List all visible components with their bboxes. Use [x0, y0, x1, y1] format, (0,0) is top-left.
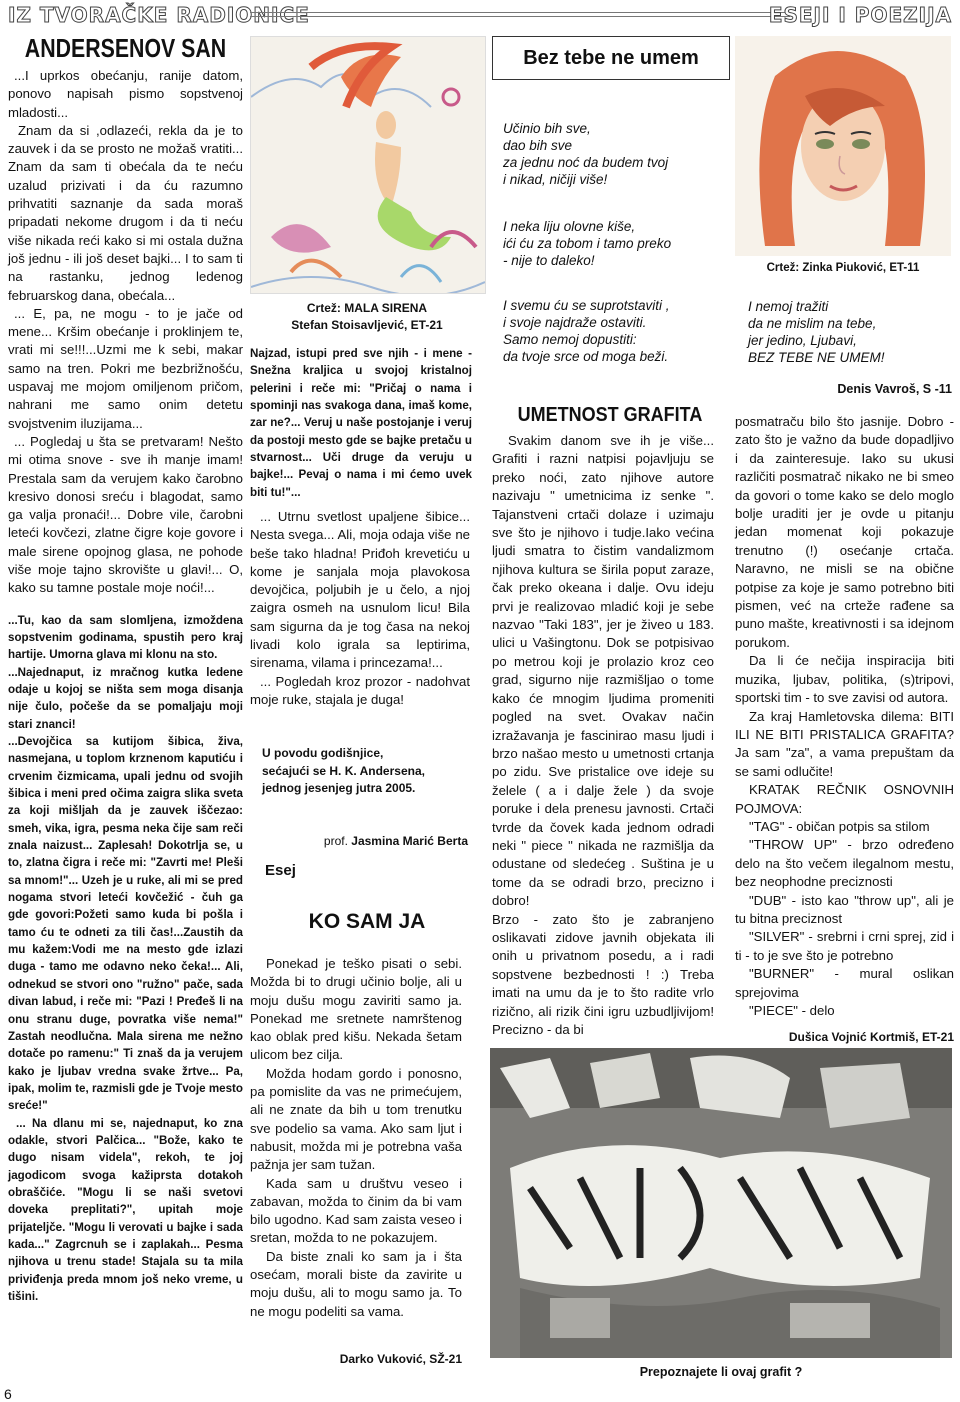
- mermaid-drawing: [250, 36, 486, 294]
- paragraph: KRATAK REČNIK OSNOVNIH POJMOVA:: [735, 782, 954, 816]
- paragraph: Možda hodam gordo i ponosno, pa pomislite da vas ne primećujem, ali ne znate da bih u tom trenutku sve podelio sa vama. Ako sam ljut i nabusit, možda mi je potrebna vaša pažnja jer sam tužan.: [250, 1065, 462, 1173]
- poem-line: dao bih sve: [503, 138, 573, 153]
- dedication-line: U povodu godišnjice,: [262, 746, 384, 760]
- poem-line: Samo nemoj dopustiti:: [503, 332, 637, 347]
- poem-stanza: [503, 297, 731, 365]
- mermaid-illustration: [251, 37, 485, 293]
- poem-title: Bez tebe ne umem: [523, 47, 699, 69]
- grafiti-body-col2: [735, 413, 954, 1020]
- glossary-item: "DUB" - isto kao "throw up", ali je tu bitna preciznost: [735, 892, 954, 926]
- paragraph: ... Utrnu svetlost upaljene šibice... Nesta svega... Ali, moja odaja više ne beše tako hladna! Priđoh krevetiću u kome je sanjala moja plavokosa devojčica, poljubih je u čelo, a njoj zaigra osmeh na usnulom licu! Bila sam sigurna da je tog časa na nekoj livadi kolo igrala sa leptirima, sirenama, vilama i princezama!...: [250, 509, 470, 671]
- poem-title-box: [492, 36, 730, 80]
- poem-line: da tvoje srce od moga beži.: [503, 349, 669, 364]
- paragraph: Svakim danom sve ih je više... Grafiti i razni natpisi pojavljuju se preko noći, zato njihove autore nazivaju " umetnicima iz senke ". Tajanstveni crtači dolaze i uzimaju sve što je njihovo i tudje.Iako većina ljudi smatra to čistim vandalizmom njihova kultura se širila poput zaraze, čak preko okeana i dalje. Ovu ideju prvi je realizovao mladić koji je sebe nazvao "Taki 183", jer je živeo u 183. ulici u Vašingtonu. Dok se potpisivao po metrou koji je prolazio kroz ceo grad, sigurno nije razmišljao o tome kako će mnogim ljudima promeniti pogled na svet. Ovakav način izražavanja je fascinirao masu ljudi i brzo našao mesto u umetnosti crtanja po zidu. Sve pristalice ove ideje su želele ( a i dalje žele ) da svoje poruke i dela prenesu javnosti. Crtači tvrde da čovek kada jednom odradi neki " piece " nikada ne razmišlja da odustane od sledećeg . Suština je u tome da se odradi brzo, precizno i dobro!: [492, 433, 714, 909]
- author-name: Jasmina Marić Berta: [351, 834, 468, 848]
- poem-line: - nije to daleko!: [503, 253, 595, 268]
- essay-label: Esej: [265, 862, 296, 879]
- paragraph: ... E, pa, ne mogu - to je jače od mene... Kršim obećanje i proklinjem te, vrati mi se!!!...Uzmi me k sebi, makar samo na tren. Pokri me bezbrižnošću, uspavaj me mojom omiljenom pričom, nahrani me samo onim detetu svojstvenim iluzijama...: [8, 305, 243, 431]
- section-header-right: ESEJI I POEZIJA: [768, 3, 952, 27]
- graffiti-illustration: [490, 1048, 952, 1358]
- paragraph: ...I uprkos obećanju, ranije datom, ponovo napisah pismo sopstvenoj mladosti...: [8, 68, 243, 120]
- dedication: [262, 745, 472, 798]
- glossary-item: "SILVER" - srebrni i crni sprej, zid i ti - to je sve što je potrebno: [735, 929, 954, 963]
- article-body: [8, 67, 243, 598]
- poem-line: da ne mislim na tebe,: [748, 316, 877, 331]
- article-andersen-col2-bold: [250, 345, 472, 501]
- header-rule: [250, 12, 790, 13]
- paragraph: posmatraču bilo što jasnije. Dobro - zato što je važno da bude dopadljivo i da zainteresuje. Iako su ukusi različiti posmatrač nikako ne bi smeo da govori o tome kako se delo moglo bolje uraditi jer je ovde u pitanju jedan momenat koji pokazuje trenutno (!) osećanje crtača. Naravno, ne misli se na obične potpise za koje je samo potrebno biti pismen, već na crteže rađene sa puno mašte, kreativnosti i sa idejnom porukom.: [735, 414, 954, 650]
- dedication-line: sećajući se H. K. Andersena,: [262, 763, 425, 778]
- header-rule: [250, 16, 790, 17]
- paragraph: Da biste znali ko sam ja i šta osećam, morali biste da zavirite u moju dušu, ali to mogu samo ja. To ne mogu podeliti sa vama.: [250, 1248, 462, 1319]
- poem-stanza: [503, 120, 731, 188]
- poem-line: jer jedino, Ljubavi,: [748, 333, 857, 348]
- poem-line: BEZ TEBE NE UMEM!: [748, 350, 885, 365]
- poem-stanza: [503, 218, 731, 269]
- essay-author: Darko Vuković, SŽ-21: [339, 1352, 462, 1366]
- paragraph: Da li će nečija inspiracija biti muzika, ljubav, politika, (s)tripovi, sportski tim - to sve zavisi od autora.: [735, 653, 954, 706]
- grafiti-body-col1: [492, 432, 714, 1039]
- essay-title: KO SAM JA: [308, 910, 426, 933]
- caption-title: Crtež: MALA SIRENA: [306, 301, 428, 315]
- glossary-item: "THROW UP" - brzo određeno delo na što večem ilegalnom mestu, bez neophodne preciznosti: [735, 837, 954, 890]
- glossary-item: "PIECE" - delo: [749, 1003, 835, 1018]
- essay-body: [250, 955, 462, 1321]
- glossary-item: "BURNER" - mural oslikan sprejovima: [735, 966, 954, 1000]
- poem-line: Učinio bih sve,: [503, 121, 591, 136]
- dedication-line: jednog jesenjeg jutra 2005.: [262, 781, 416, 796]
- article-title: ANDERSENOV SAN: [24, 33, 227, 63]
- grafiti-author: Dušica Vojnić Kortmiš, ET-21: [788, 1030, 954, 1044]
- paragraph: ...Devojčica sa kutijom šibica, živa, nasmejana, u toplom krznenom kaputiću i crvenim čizmicama, upali jednu od svojih šibica i meni pred očima zaigra slika sveta za koji mišljah da je zauvek iščezao: smeh, vika, igra, pesma neka čije sam reči znala naizust... Zaplesah! Dokotrlja se, u to, zlatna čigra i reče mi: "Zavrti me! Pleši sa mnom!"... Uzeh je u ruke, ali mi se pred nogama stvori leteći kovčežić - čuh ga gde govori:Požeti samo kuda bi pošla i tamo ću te odneti za tili čas!...Zaustih da mu kažem:Vodi me na mesto gde izlazi duga - tamo me odavno neko čeka!... Ali, odnekud se stvori ono "ružno" pače, sada divan labud, i reče mi: "Pazi ! Pređeš li na onu stranu duge, povratka više nema!" Zastah neodlučna. Mala sirena me nežno dotače po ramenu:" Ti znaš da ja verujem kako je ljubav vredna svake žrtve... Pa, ipak, molim te, razmisli gde je Tvoje mesto sreće!": [8, 735, 243, 1113]
- paragraph: Kada sam u društvu veseo i zabavan, možda to činim da bi vam bilo ugodno. Kad sam zaista veseo i sretan, možda to ne pokazujem.: [250, 1175, 462, 1246]
- section-header-left: IZ TVORAČKE RADIONICE: [8, 3, 310, 27]
- page-number: 6: [4, 1386, 12, 1402]
- grafiti-title: UMETNOST GRAFITA: [517, 404, 703, 426]
- paragraph: Za kraj Hamletovska dilema: BITI ILI NE BITI PRISTALICA GRAFITA? Ja sam "za", a vama prepuštam da se sami odlučite!: [735, 708, 954, 779]
- poem-line: za jednu noć da budem tvoj: [503, 155, 669, 170]
- paragraph: ... Pogledah kroz prozor - nadohvat moje ruke, stajala je duga!: [250, 673, 470, 707]
- paragraph: Ponekad je teško pisati o sebi. Možda bi to drugi učinio bolje, ali u moju dušu mogu zaviriti samo ja. Ponekad me sretnete namrštenog kao oblak pred kišu. Nekada šetam ulicom bez cilja.: [250, 956, 462, 1063]
- glossary-item: "TAG" - običan potpis sa stilom: [749, 818, 930, 834]
- graffiti-caption: Prepoznajete li ovaj grafit ?: [639, 1365, 803, 1379]
- paragraph: ... Na dlanu mi se, najednaput, ko zna odakle, stvori Palčica... "Bože, kako te dugo nisam videla", rekoh, te joj jagodicom svoga kažiprsta dotakoh obraščiće. "Mogu li se naši svetovi doveka preplitati?", upitah moje prijateljče. "Mogu li verovati u bajke i sada kada..." Zagrcnuh se i zaplakah... Pesma njihova u trenu stade! Stajala su ta mila priviđenja preda mnom još neko vreme, u tišini.: [8, 1116, 243, 1304]
- poem-stanza: [748, 298, 948, 366]
- paragraph: ... Pogledaj u šta se pretvaram! Nešto mi otima snove - sve ih manje imam! Prestala sam da verujem kako čarobno kresivo donosi sreću i blagodat, samo ga valja pronaći!... Dobre vile, čarobni leteći kovčezi, zlatne čigre koje govore i male sirene opojnog glasa, ne pohode više moje tajno skrovište u glavi!... O, kako su tamne postale moje noći!...: [8, 433, 243, 596]
- paragraph: Znam da si ,odlazeći, rekla da je to zauvek i da se prosto ne možaš vratiti... Znam da sam ti obećala da te neću uzalud prizivati i da ću razumno prihvatiti saznanje da sada moraš pripadati nekome drugom i da ti neću više nikada reći kako si mi ostala dužna još jednu - ili još deset bajki... I to sam ti na rastanku, jednog ledenog februarskog dana, obećala...: [8, 122, 243, 303]
- paragraph: ...Najednaput, iz mračnog kutka ledene odaje u kojoj se ništa sem moga disanja nije čulo, počeše da se pomaljaju moji stari znanci!: [8, 665, 243, 731]
- article-andersen-col2: [250, 508, 470, 709]
- andersen-author: [320, 834, 468, 848]
- paragraph: Brzo - zato što je zabranjeno oslikavati zidove javnih objekata ili onih u privatnom posedu, a i radi sopstvene bezbednosti ! :) Treba imati na umu da je to što radite vrlo rizično, ali rizik čini igru uzbudljivijom! Precizno - da bi: [492, 911, 714, 1037]
- poem-line: i svoje najdraže ostaviti.: [503, 315, 647, 330]
- paragraph: Najzad, istupi pred sve njih - i mene - Snežna kraljica u svojoj kristalnoj pelerini i reče mi: "Pričaj o nama i spominji nas svakoga dana, imaš kome, zar ne?... Veruj u naše postojanje i veruj da postoji mesto gde se bajke pretaču u stvarnost... Uči druge da veruju u bajke!... Pevaj o nama i mi ćemo uvek biti tu!"...: [250, 347, 472, 499]
- poem-line: I neka liju olovne kiše,: [503, 219, 636, 234]
- poem-line: ići ću za tobom i tamo preko: [503, 236, 672, 251]
- poem-line: i nikad, ničiji više!: [503, 172, 608, 187]
- article-body-bold: [8, 612, 243, 1306]
- portrait-drawing: [735, 36, 951, 256]
- portrait-illustration: [735, 36, 951, 256]
- author-prefix: prof.: [323, 834, 352, 848]
- article-andersen-col1: [8, 33, 243, 1305]
- poem-line: I svemu ću se suprotstaviti ,: [503, 298, 670, 313]
- mermaid-caption: [250, 300, 484, 334]
- graffiti-photo: [490, 1048, 952, 1358]
- poem-author: Denis Vavroš, S -11: [837, 382, 952, 396]
- paragraph: ...Tu, kao da sam slomljena, izmoždena sopstvenim godinama, spustih pero kraj hartije. Umorna glava mi klonu na sto.: [8, 613, 243, 662]
- caption-author: Stefan Stoisavljević, ET-21: [291, 318, 443, 332]
- portrait-caption: Crtež: Zinka Piuković, ET-11: [766, 262, 920, 274]
- poem-line: I nemoj tražiti: [748, 299, 829, 314]
